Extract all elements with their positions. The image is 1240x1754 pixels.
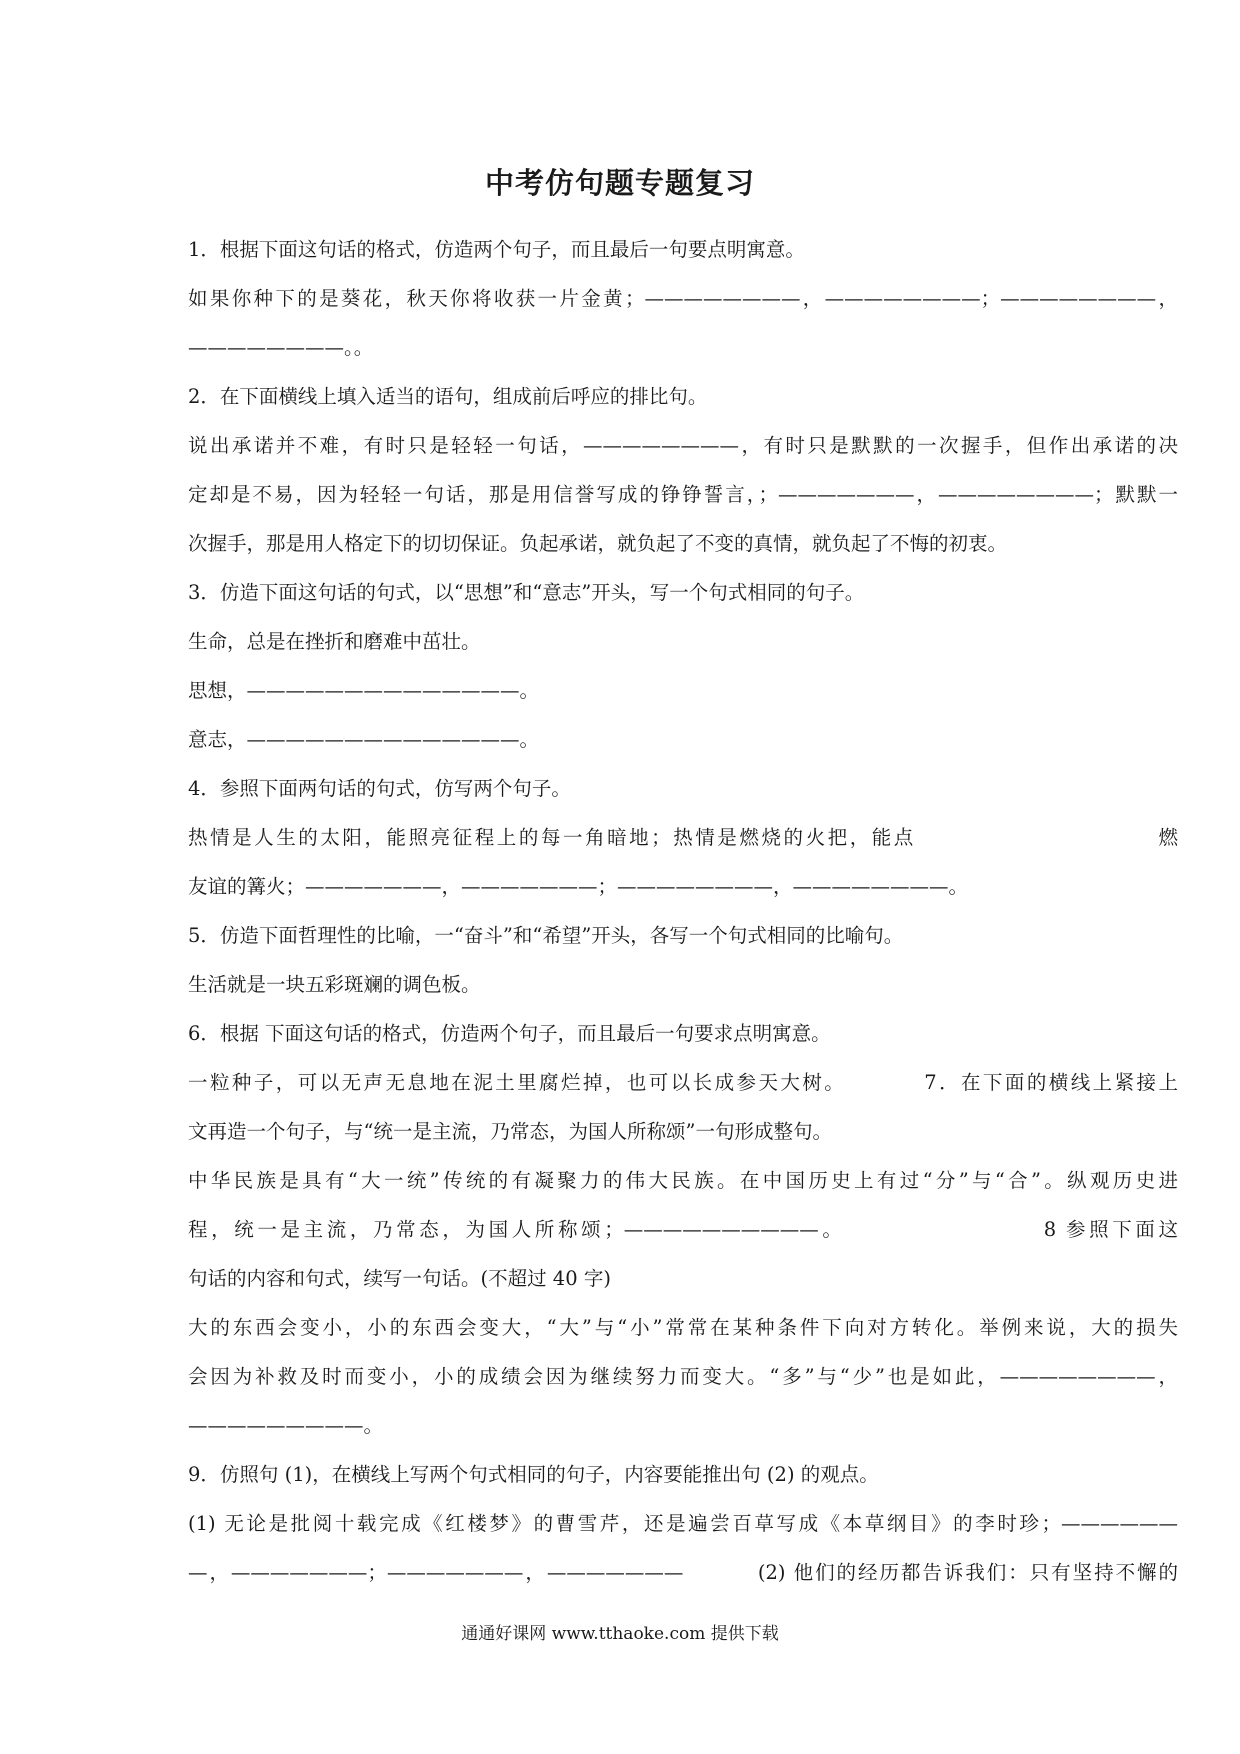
text-line: 文再造一个句子，与“统一是主流，乃常态，为国人所称颂”一句形成整句。 [188,1120,832,1143]
text-line: 如果你种下的是葵花，秋天你将收获一片金黄；————————，————————；————————， [188,287,1178,310]
text-line: 热情是人生的太阳，能照亮征程上的每一角暗地；热情是燃烧的火把，能点 燃 [188,826,1178,849]
text-line: 定却是不易，因为轻轻一句话，那是用信誉写成的铮铮誓言，；———————，————————；默默一 [188,483,1178,506]
text-line: 句话的内容和句式，续写一句话。(不超过 40 字) [188,1267,611,1290]
text-line: 生活就是一块五彩斑斓的调色板。 [188,973,481,996]
text-line: 3．仿造下面这句话的句式，以“思想”和“意志”开头，写一个句式相同的句子。 [188,581,865,604]
text-line: 一粒种子，可以无声无息地在泥土里腐烂掉，也可以长成参天大树。 7．在下面的横线上紧接上 [188,1071,1178,1094]
text-line: 5．仿造下面哲理性的比喻，一“奋斗”和“希望”开头，各写一个句式相同的比喻句。 [188,924,904,947]
text-line: 大的东西会变小，小的东西会变大，“大”与“小”常常在某种条件下向对方转化。举例来说，大的损失 [188,1316,1178,1339]
page-footer: 通通好课网 www.tthaoke.com 提供下载 [461,1624,779,1644]
text-line: 友谊的篝火；———————，———————；————————，————————。 [188,875,969,898]
text-line: 说出承诺并不难，有时只是轻轻一句话，————————，有时只是默默的一次握手，但作出承诺的决 [188,434,1178,457]
text-line: (1) 无论是批阅十载完成《红楼梦》的曹雪芹，还是遍尝百草写成《本草纲目》的李时珍；—————— [188,1512,1178,1535]
text-line: 4．参照下面两句话的句式，仿写两个句子。 [188,777,571,800]
text-line: 1．根据下面这句话的格式，仿造两个句子，而且最后一句要点明寓意。 [188,238,805,261]
text-line: 中华民族是具有“大一统”传统的有凝聚力的伟大民族。在中国历史上有过“分”与“合”。纵观历史进 [188,1169,1178,1192]
text-line: 会因为补救及时而变小，小的成绩会因为继续努力而变大。“多”与“少”也是如此，————————， [188,1365,1178,1388]
text-line: 次握手，那是用人格定下的切切保证。负起承诺，就负起了不变的真情，就负起了不悔的初衷。 [188,532,1008,555]
document-body [188,225,1178,1597]
text-line: —————————。 [188,1414,384,1437]
text-line: 6．根据 下面这句话的格式，仿造两个句子，而且最后一句要求点明寓意。 [188,1022,831,1045]
text-line: 程，统一是主流，乃常态，为国人所称颂；——————————。 8 参照下面这 [188,1218,1178,1241]
text-line: ————————。。 [188,336,374,359]
text-line: 生命，总是在挫折和磨难中茁壮。 [188,630,481,653]
text-line: 意志，——————————————。 [188,728,540,751]
text-line: 思想，——————————————。 [188,679,540,702]
page-title: 中考仿句题专题复习 [484,166,755,200]
text-line: 9．仿照句 (1)，在横线上写两个句式相同的句子，内容要能推出句 (2) 的观点。 [188,1463,879,1486]
text-line: 2．在下面横线上填入适当的语句，组成前后呼应的排比句。 [188,385,708,408]
text-line: —，———————；———————，——————— (2) 他们的经历都告诉我们：只有坚持不懈的 [188,1561,1178,1584]
